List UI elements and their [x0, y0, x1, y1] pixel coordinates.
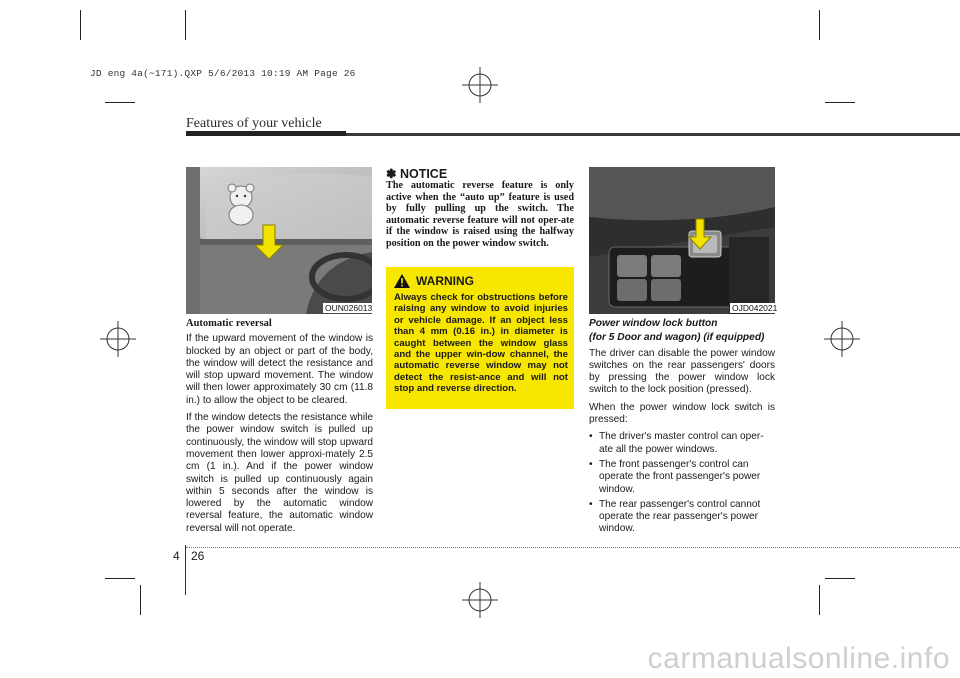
crop-mark [819, 585, 820, 615]
page-number-separator [185, 545, 186, 595]
registration-mark-icon [822, 319, 862, 359]
list-item: • The front passenger's control can operate the front passenger's power window. [589, 459, 775, 496]
warning-box [386, 267, 574, 409]
warning-body: Always check for obstructions before raising any window to avoid injuries or vehicle damage. If an object less than 4 mm (0.16 in.) in diameter is caught between the window glass and the upper win-dow channel, the automatic reverse window may not detect the resist-ance and will not stop and reverse direction. [394, 292, 568, 395]
crop-mark [80, 10, 81, 40]
list-item: • The rear passenger's control cannot operate the rear passenger's power window. [589, 499, 775, 536]
warning-triangle-icon [394, 274, 410, 288]
watermark: carmanualsonline.info [647, 642, 950, 675]
left-text-column [186, 318, 373, 540]
section-number: 4 [173, 549, 180, 563]
crop-mark [819, 10, 820, 40]
notice-body: The automatic reverse feature is only active when the “auto up” feature is used by fully pulling up the switch. The automatic reverse feature will not oper-ate if the window is raised using the halfway position on the power window switch. [386, 180, 574, 249]
page-number: 26 [191, 549, 205, 563]
list-item: • The driver's master control can oper-ate all the power windows. [589, 431, 775, 456]
warning-header [394, 273, 568, 289]
crop-mark [140, 585, 141, 615]
lock-button-heading: Power window lock button [589, 318, 718, 329]
registration-mark-icon [460, 65, 500, 105]
footer-rule [186, 547, 960, 548]
lock-effects-list [589, 431, 775, 535]
warning-title: WARNING [416, 274, 474, 288]
lock-button-subheading: (for 5 Door and wagon) (if equipped) [589, 331, 765, 343]
crop-mark [105, 578, 135, 579]
photo-code-left: OUN026013 [325, 303, 373, 313]
paragraph: If the window detects the resistance while the power window switch is pulled up continuously, the window will stop upward movement then lower approxi-mately 2.5 cm (1 in.). And if the power window switch is pulled up continuously again within 5 seconds after the window is lowered by the automatic window reversal feature, the automatic window reversal will not operate. [186, 412, 373, 534]
registration-mark-icon [460, 580, 500, 620]
notice-title: ✽ NOTICE [386, 167, 448, 181]
header-rule-accent [186, 131, 346, 136]
paragraph: The driver can disable the power window switches on the rear passengers' doors by pressing the power window lock switch to the lock position (pressed). [589, 347, 775, 396]
window-reversal-photo [186, 167, 372, 314]
running-head: Features of your vehicle [186, 116, 322, 131]
window-lock-switch-photo [589, 167, 775, 314]
registration-mark-icon [98, 319, 138, 359]
paragraph: If the upward movement of the window is blocked by an object or part of the body, the window will detect the resistance and will stop upward movement. The window will then lower approximately 30 cm (11.8 in.) to allow the object to be cleared. [186, 333, 373, 406]
paragraph: When the power window lock switch is pressed: [589, 401, 775, 426]
crop-mark [105, 102, 135, 103]
automatic-reversal-heading: Automatic reversal [186, 318, 272, 329]
photo-code-right: OJD042021 [732, 303, 778, 313]
crop-mark [825, 102, 855, 103]
crop-mark [185, 10, 186, 40]
print-slug: JD eng 4a(~171).QXP 5/6/2013 10:19 AM Page 26 [90, 68, 356, 79]
crop-mark [825, 578, 855, 579]
right-text-column [589, 318, 775, 539]
